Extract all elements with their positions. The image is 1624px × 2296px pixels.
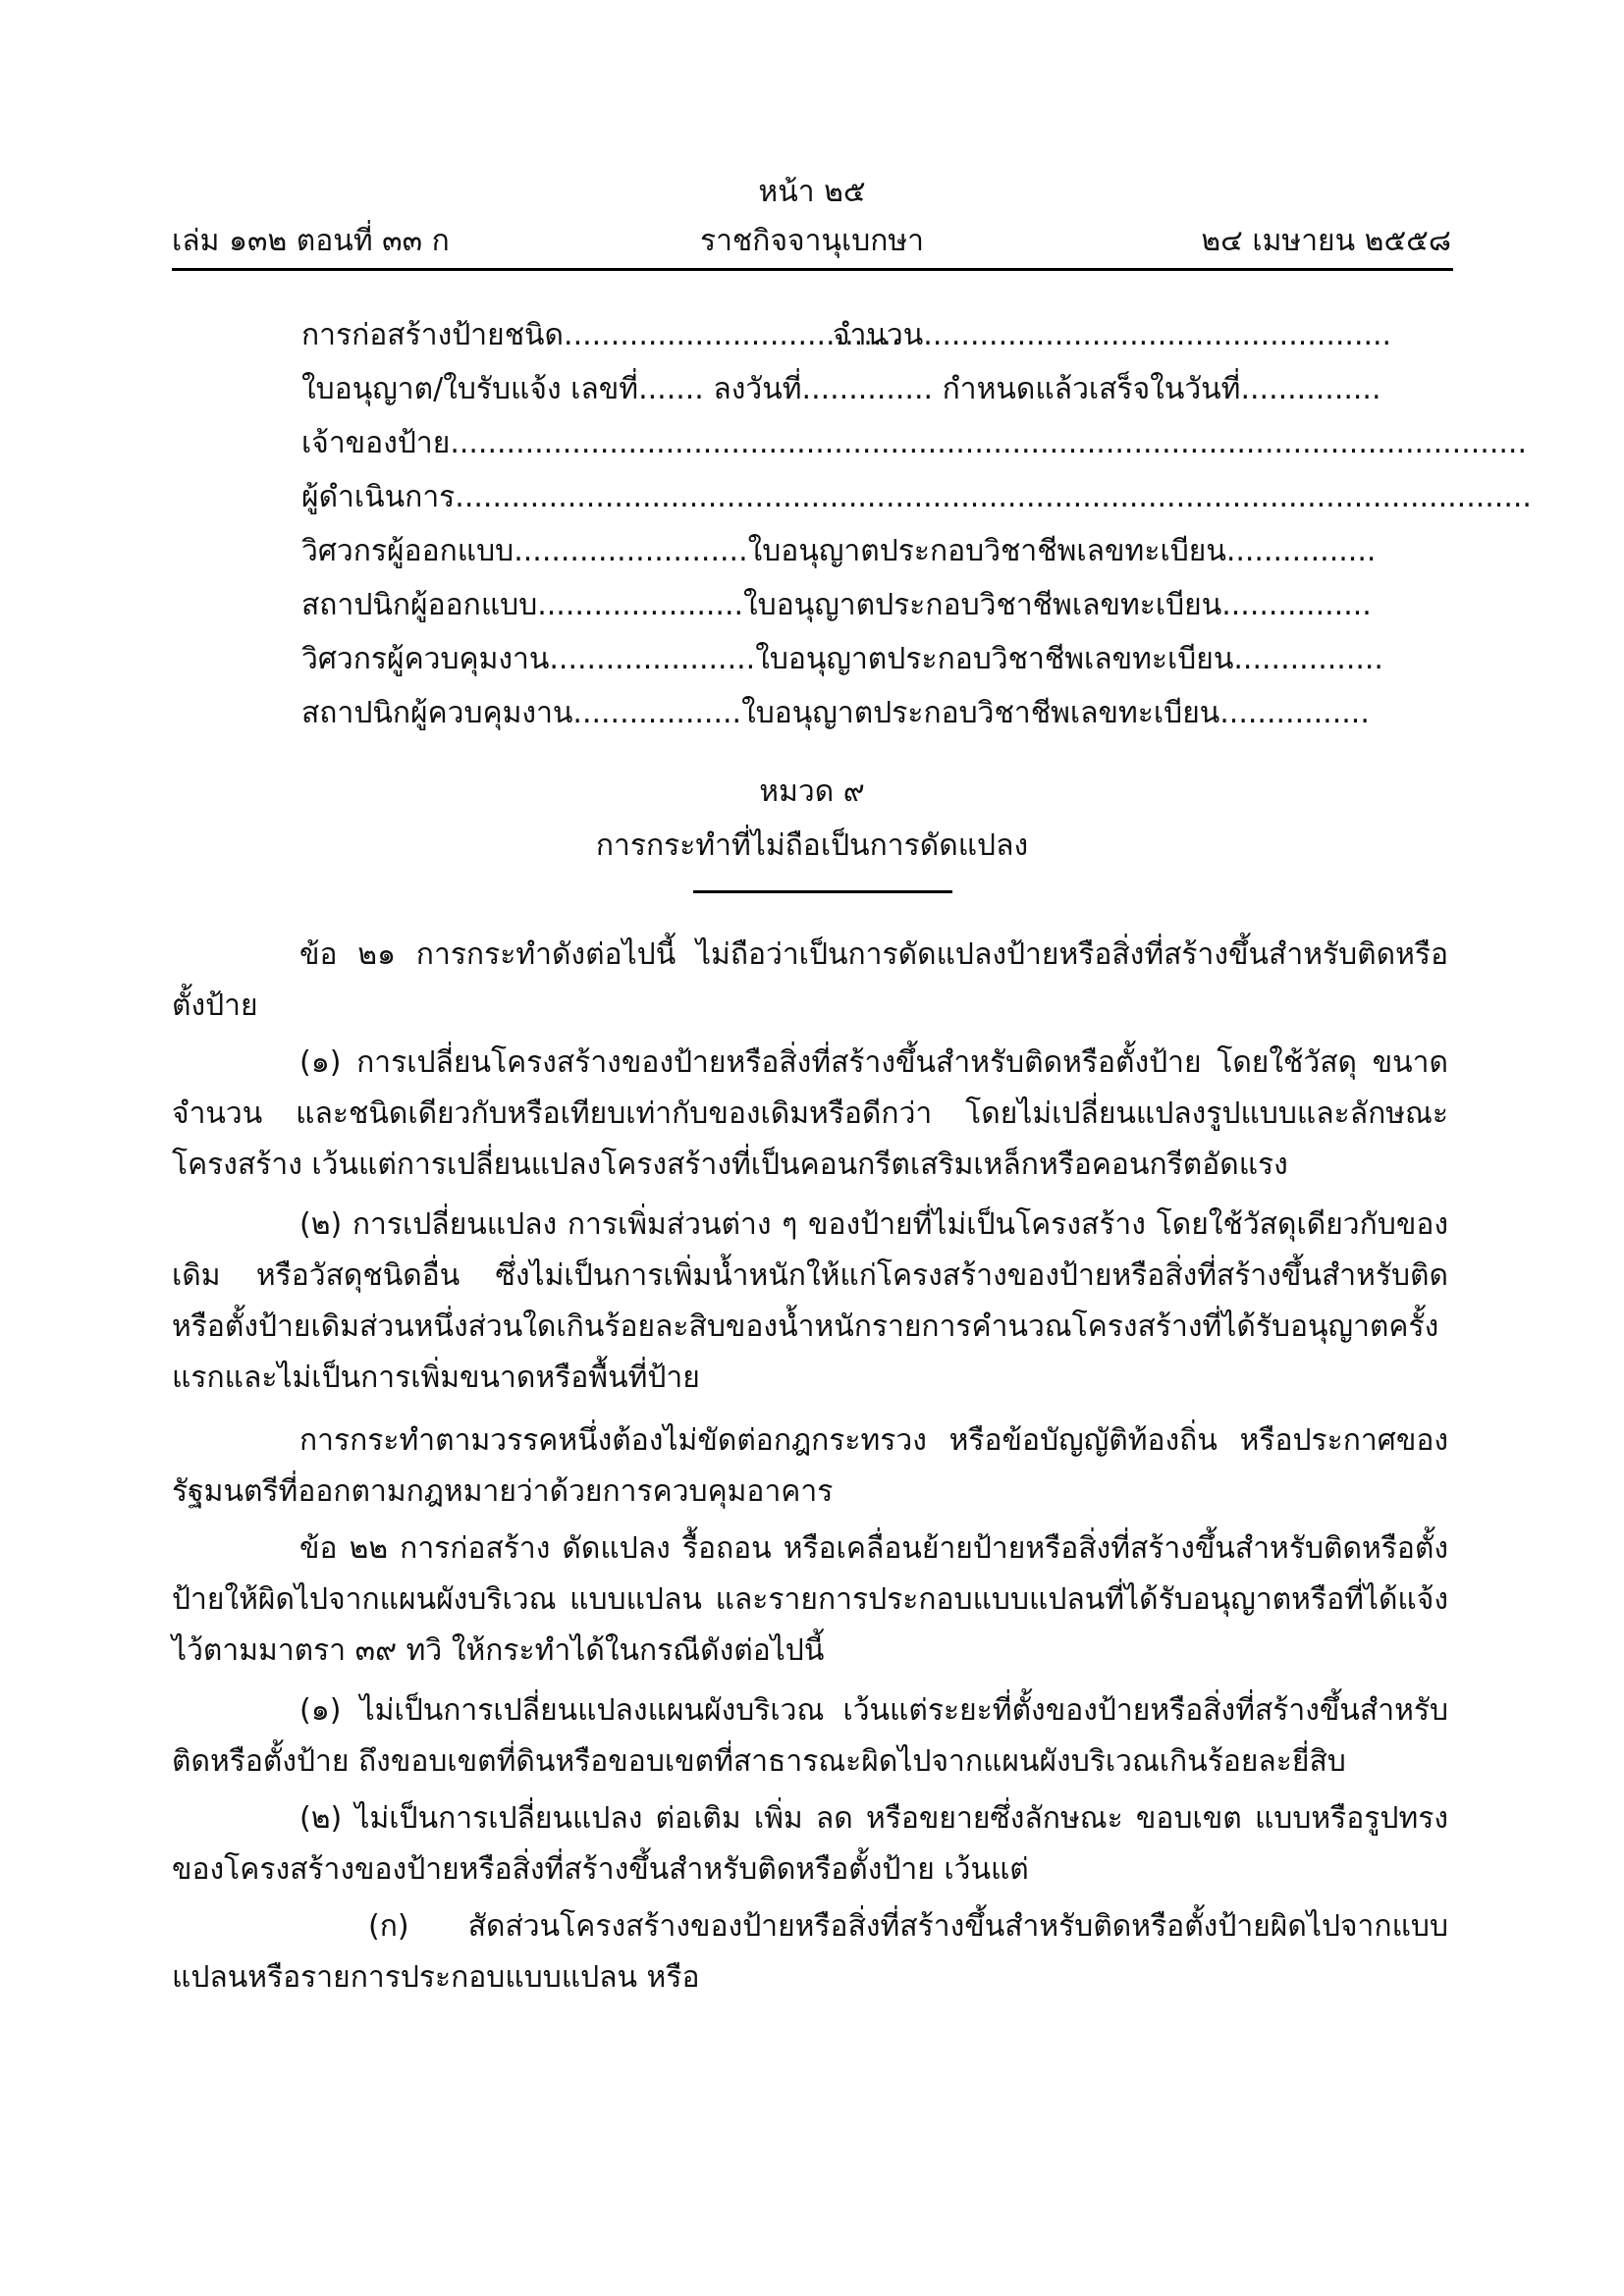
form-supervising-architect: สถาปนิกผู้ควบคุมงาน..................ใบอนุญาตประกอบวิชาชีพเลขทะเบียน................ [301, 696, 1370, 730]
clause-22-item-2: (๒) ไม่เป็นการเปลี่ยนแปลง ต่อเติม เพิ่ม ลด หรือขยายซึ่งลักษณะ ขอบเขต แบบหรือรูปทรงของโครงสร้างของป้ายหรือสิ่งที่สร้างขึ้นสำหรับติดหรือตั้งป้าย เว้นแต่ [172, 1801, 1448, 1887]
volume-issue: เล่ม ๑๓๒ ตอนที่ ๓๓ ก [172, 224, 450, 258]
form-owner: เจ้าของป้าย................................................................................................................... [301, 426, 1527, 460]
clause-22-item-2-a: (ก) สัดส่วนโครงสร้างของป้ายหรือสิ่งที่สร้างขึ้นสำหรับติดหรือตั้งป้ายผิดไปจากแบบแปลนหรือรายการประกอบแบบแปลน หรือ [172, 1909, 1448, 1995]
publication-date: ๒๔ เมษายน ๒๕๕๘ [1201, 224, 1451, 258]
clause-22: ข้อ ๒๒ การก่อสร้าง ดัดแปลง รื้อถอน หรือเคลื่อนย้ายป้ายหรือสิ่งที่สร้างขึ้นสำหรับติดหรือตั้งป้ายให้ผิดไปจากแผนผังบริเวณ แบบแปลน และรายการประกอบแบบแปลนที่ได้รับอนุญาตหรือที่ได้แจ้งไว้ตามมาตรา ๓๙ ทวิ ให้กระทำได้ในกรณีดังต่อไปนี้ [172, 1531, 1448, 1668]
clause-21-paragraph-2: การกระทำตามวรรคหนึ่งต้องไม่ขัดต่อกฎกระทรวง หรือข้อบัญญัติท้องถิ่น หรือประกาศของรัฐมนตรีที่ออกตามกฎหมายว่าด้วยการควบคุมอาคาร [172, 1423, 1448, 1509]
clause-21-item-1: (๑) การเปลี่ยนโครงสร้างของป้ายหรือสิ่งที่สร้างขึ้นสำหรับติดหรือตั้งป้าย โดยใช้วัสดุ ขนาดจำนวน และชนิดเดียวกับหรือเทียบเท่ากับของเดิมหรือดีกว่า โดยไม่เปลี่ยนแปลงรูปแบบและลักษณะโครงสร้าง เว้นแต่การเปลี่ยนแปลงโครงสร้างที่เป็นคอนกรีตเสริมเหล็กหรือคอนกรีตอัดแรง [172, 1045, 1448, 1182]
form-supervising-engineer: วิศวกรผู้ควบคุมงาน......................ใบอนุญาตประกอบวิชาชีพเลขทะเบียน................ [301, 642, 1383, 676]
page-number: หน้า ๒๕ [758, 175, 866, 209]
form-quantity: จำนวน.................................................. [833, 318, 1392, 352]
chapter-title: การกระทำที่ไม่ถือเป็นการดัดแปลง [595, 828, 1029, 863]
form-design-engineer: วิศวกรผู้ออกแบบ.........................ใบอนุญาตประกอบวิชาชีพเลขทะเบียน................ [301, 534, 1377, 568]
chapter-number: หมวด ๙ [759, 774, 865, 809]
chapter-rule [693, 890, 952, 893]
clause-21-item-2: (๒) การเปลี่ยนแปลง การเพิ่มส่วนต่าง ๆ ของป้ายที่ไม่เป็นโครงสร้าง โดยใช้วัสดุเดียวกับของเดิม หรือวัสดุชนิดอื่น ซึ่งไม่เป็นการเพิ่มน้ำหนักให้แก่โครงสร้างของป้ายหรือสิ่งที่สร้างขึ้นสำหรับติดหรือตั้งป้ายเดิมส่วนหนึ่งส่วนใดเกินร้อยละสิบของน้ำหนักรายการคำนวณโครงสร้างที่ได้รับอนุญาตครั้งแรกและไม่เป็นการเพิ่มขนาดหรือพื้นที่ป้าย [172, 1207, 1448, 1395]
form-design-architect: สถาปนิกผู้ออกแบบ......................ใบอนุญาตประกอบวิชาชีพเลขทะเบียน................ [301, 588, 1372, 622]
clause-21: ข้อ ๒๑ การกระทำดังต่อไปนี้ ไม่ถือว่าเป็นการดัดแปลงป้ายหรือสิ่งที่สร้างขึ้นสำหรับติดหรือตั้งป้าย [172, 937, 1448, 1023]
clause-22-item-1: (๑) ไม่เป็นการเปลี่ยนแปลงแผนผังบริเวณ เว้นแต่ระยะที่ตั้งของป้ายหรือสิ่งที่สร้างขึ้นสำหรับติดหรือตั้งป้าย ถึงขอบเขตที่ดินหรือขอบเขตที่สาธารณะผิดไปจากแผนผังบริเวณเกินร้อยละยี่สิบ [172, 1693, 1448, 1779]
form-permit-line: ใบอนุญาต/ใบรับแจ้ง เลขที่....... ลงวันที่.............. กำหนดแล้วเสร็จในวันที่............... [301, 372, 1381, 406]
gazette-title: ราชกิจจานุเบกษา [699, 224, 925, 258]
header-rule [172, 268, 1453, 271]
form-operator: ผู้ดำเนินการ................................................................................................................... [301, 480, 1532, 514]
form-sign-type: การก่อสร้างป้ายชนิด.................................... [301, 318, 901, 352]
